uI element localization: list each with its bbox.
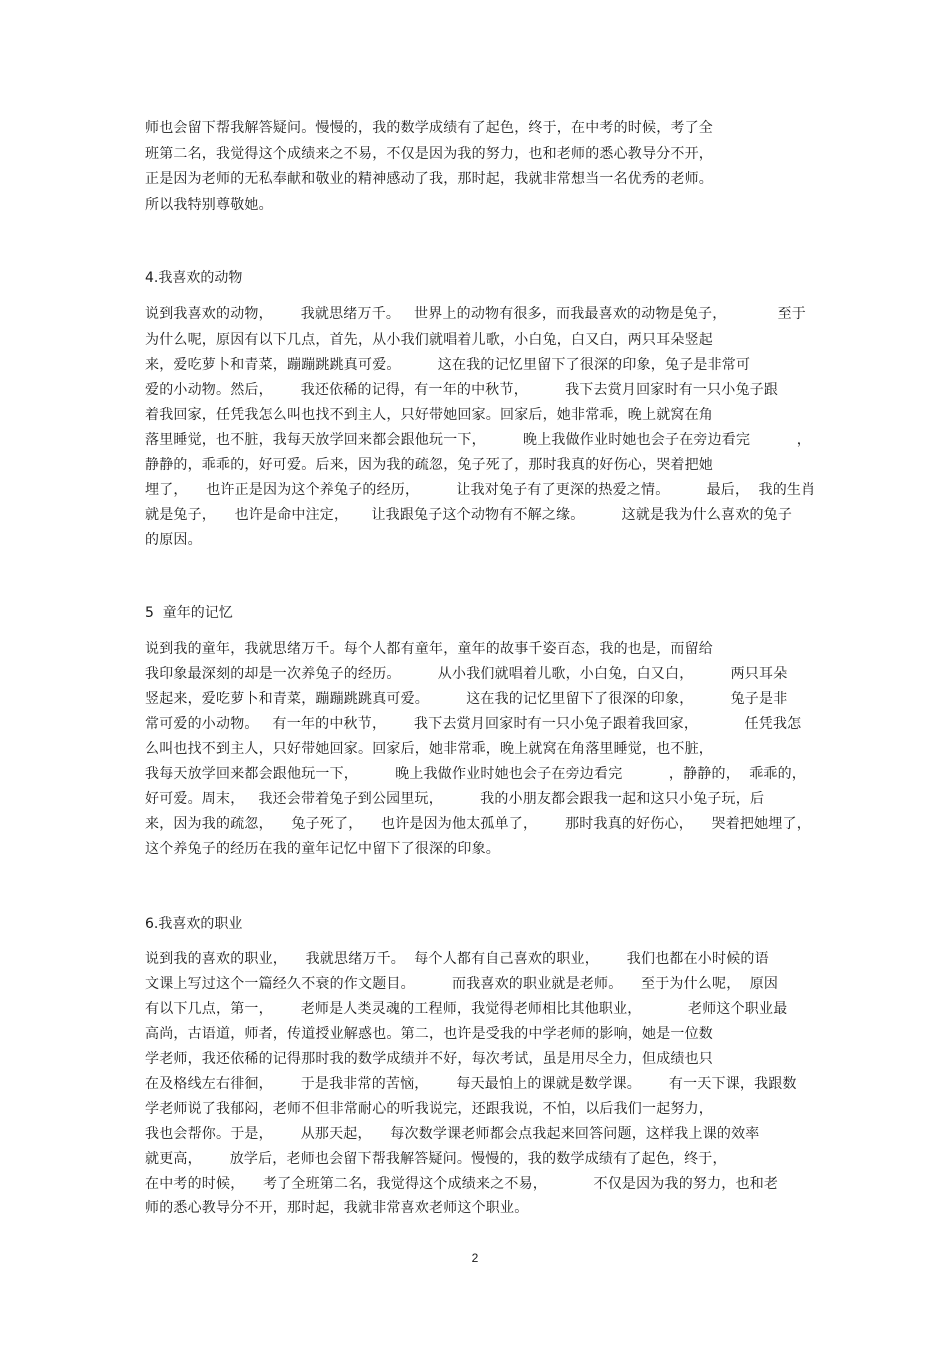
- paragraph-line: 说到我的喜欢的职业， 我就思绪万千。 每个人都有自己喜欢的职业， 我们也都在小时候的语: [145, 951, 769, 967]
- paragraph-line: 常可爱的小动物。 有一年的中秋节， 我下去赏月回家时有一只小兔子跟着我回家， 任凭我怎: [145, 716, 802, 732]
- section-heading: 4.我喜欢的动物: [145, 270, 243, 286]
- paragraph-line: 为什么呢，原因有以下几点，首先，从小我们就唱着儿歌，小白兔，白又白，两只耳朵竖起: [145, 332, 713, 348]
- intro-line: 正是因为老师的无私奉献和敬业的精神感动了我，那时起，我就非常想当一名优秀的老师。: [145, 171, 713, 187]
- paragraph-line: 高尚，古语道，师者，传道授业解惑也。第二，也许是受我的中学老师的影响，她是一位数: [145, 1026, 713, 1042]
- paragraph-line: 埋了， 也许正是因为这个养兔子的经历， 让我对兔子有了更深的热爱之情。 最后， 我的生肖: [145, 482, 816, 498]
- paragraph-line: 学老师，我还依稀的记得那时我的数学成绩并不好，每次考试，虽是用尽全力，但成绩也只: [145, 1051, 713, 1067]
- paragraph-line: 在中考的时候， 考了全班第二名，我觉得这个成绩来之不易， 不仅是因为我的努力，也和老: [145, 1176, 779, 1192]
- paragraph-line: 好可爱。周末， 我还会带着兔子到公园里玩， 我的小朋友都会跟我一起和这只小兔子玩，后: [145, 791, 765, 807]
- paragraph-line: 我每天放学回来都会跟他玩一下， 晚上我做作业时她也会子在旁边看完 ，静静的， 乖乖的，: [145, 766, 807, 782]
- intro-line: 班第二名，我觉得这个成绩来之不易，不仅是因为我的努力，也和老师的悉心教导分不开，: [145, 146, 713, 162]
- paragraph-line: 来，因为我的疏忽， 兔子死了， 也许是因为他太孤单了， 那时我真的好伤心， 哭着把她埋了，: [145, 816, 811, 832]
- paragraph-line: 在及格线左右徘徊， 于是我非常的苦恼， 每天最怕上的课就是数学课。 有一天下课，我跟数: [145, 1076, 797, 1092]
- paragraph-line: 这个养兔子的经历在我的童年记忆中留下了很深的印象。: [145, 841, 500, 857]
- paragraph-line: 说到我喜欢的动物， 我就思绪万千。 世界上的动物有很多，而我最喜欢的动物是兔子， 至于: [145, 306, 807, 322]
- intro-line: 师也会留下帮我解答疑问。慢慢的，我的数学成绩有了起色，终于，在中考的时候，考了全: [145, 120, 713, 136]
- paragraph-line: 落里睡觉，也不脏，我每天放学回来都会跟他玩一下， 晚上我做作业时她也会子在旁边看完 ，: [145, 432, 811, 448]
- paragraph-line: 有以下几点，第一， 老师是人类灵魂的工程师，我觉得老师相比其他职业， 老师这个职业最: [145, 1001, 788, 1017]
- paragraph-line: 竖起来，爱吃萝卜和青菜，蹦蹦跳跳真可爱。 这在我的记忆里留下了很深的印象， 兔子是非: [145, 691, 788, 707]
- paragraph-line: 来，爱吃萝卜和青菜，蹦蹦跳跳真可爱。 这在我的记忆里留下了很深的印象，兔子是非常可: [145, 357, 751, 373]
- paragraph-line: 说到我的童年，我就思绪万千。每个人都有童年，童年的故事千姿百态，我的也是，而留给: [145, 641, 713, 657]
- paragraph-line: 我印象最深刻的却是一次养兔子的经历。 从小我们就唱着儿歌，小白兔，白又白， 两只耳朵: [145, 666, 788, 682]
- paragraph-line: 就更高， 放学后，老师也会留下帮我解答疑问。慢慢的，我的数学成绩有了起色，终于，: [145, 1151, 727, 1167]
- section-heading: 5 童年的记忆: [145, 605, 233, 621]
- paragraph-line: 就是兔子， 也许是命中注定， 让我跟兔子这个动物有不解之缘。 这就是我为什么喜欢的兔子: [145, 507, 793, 523]
- intro-line: 所以我特别尊敬她。: [145, 197, 273, 213]
- paragraph-line: 师的悉心教导分不开，那时起，我就非常喜欢老师这个职业。: [145, 1200, 529, 1216]
- paragraph-line: 的原因。: [145, 532, 202, 548]
- paragraph-line: 学老师说了我郁闷，老师不但非常耐心的听我说完，还跟我说，不怕，以后我们一起努力，: [145, 1101, 713, 1117]
- page-number: 2: [471, 1251, 479, 1265]
- section-heading: 6.我喜欢的职业: [145, 916, 243, 932]
- paragraph-line: 文课上写过这个一篇经久不衰的作文题目。 而我喜欢的职业就是老师。 至于为什么呢， 原因: [145, 976, 779, 992]
- paragraph-line: 么叫也找不到主人，只好带她回家。回家后，她非常乖，晚上就窝在角落里睡觉，也不脏，: [145, 741, 713, 757]
- paragraph-line: 静静的，乖乖的，好可爱。后来，因为我的疏忽，兔子死了，那时我真的好伤心，哭着把她: [145, 457, 713, 473]
- paragraph-line: 着我回家，任凭我怎么叫也找不到主人，只好带她回家。回家后，她非常乖，晚上就窝在角: [145, 407, 713, 423]
- paragraph-line: 爱的小动物。然后， 我还依稀的记得，有一年的中秋节， 我下去赏月回家时有一只小兔子跟: [145, 382, 779, 398]
- paragraph-line: 我也会帮你。于是， 从那天起， 每次数学课老师都会点我起来回答问题，这样我上课的效率: [145, 1126, 760, 1142]
